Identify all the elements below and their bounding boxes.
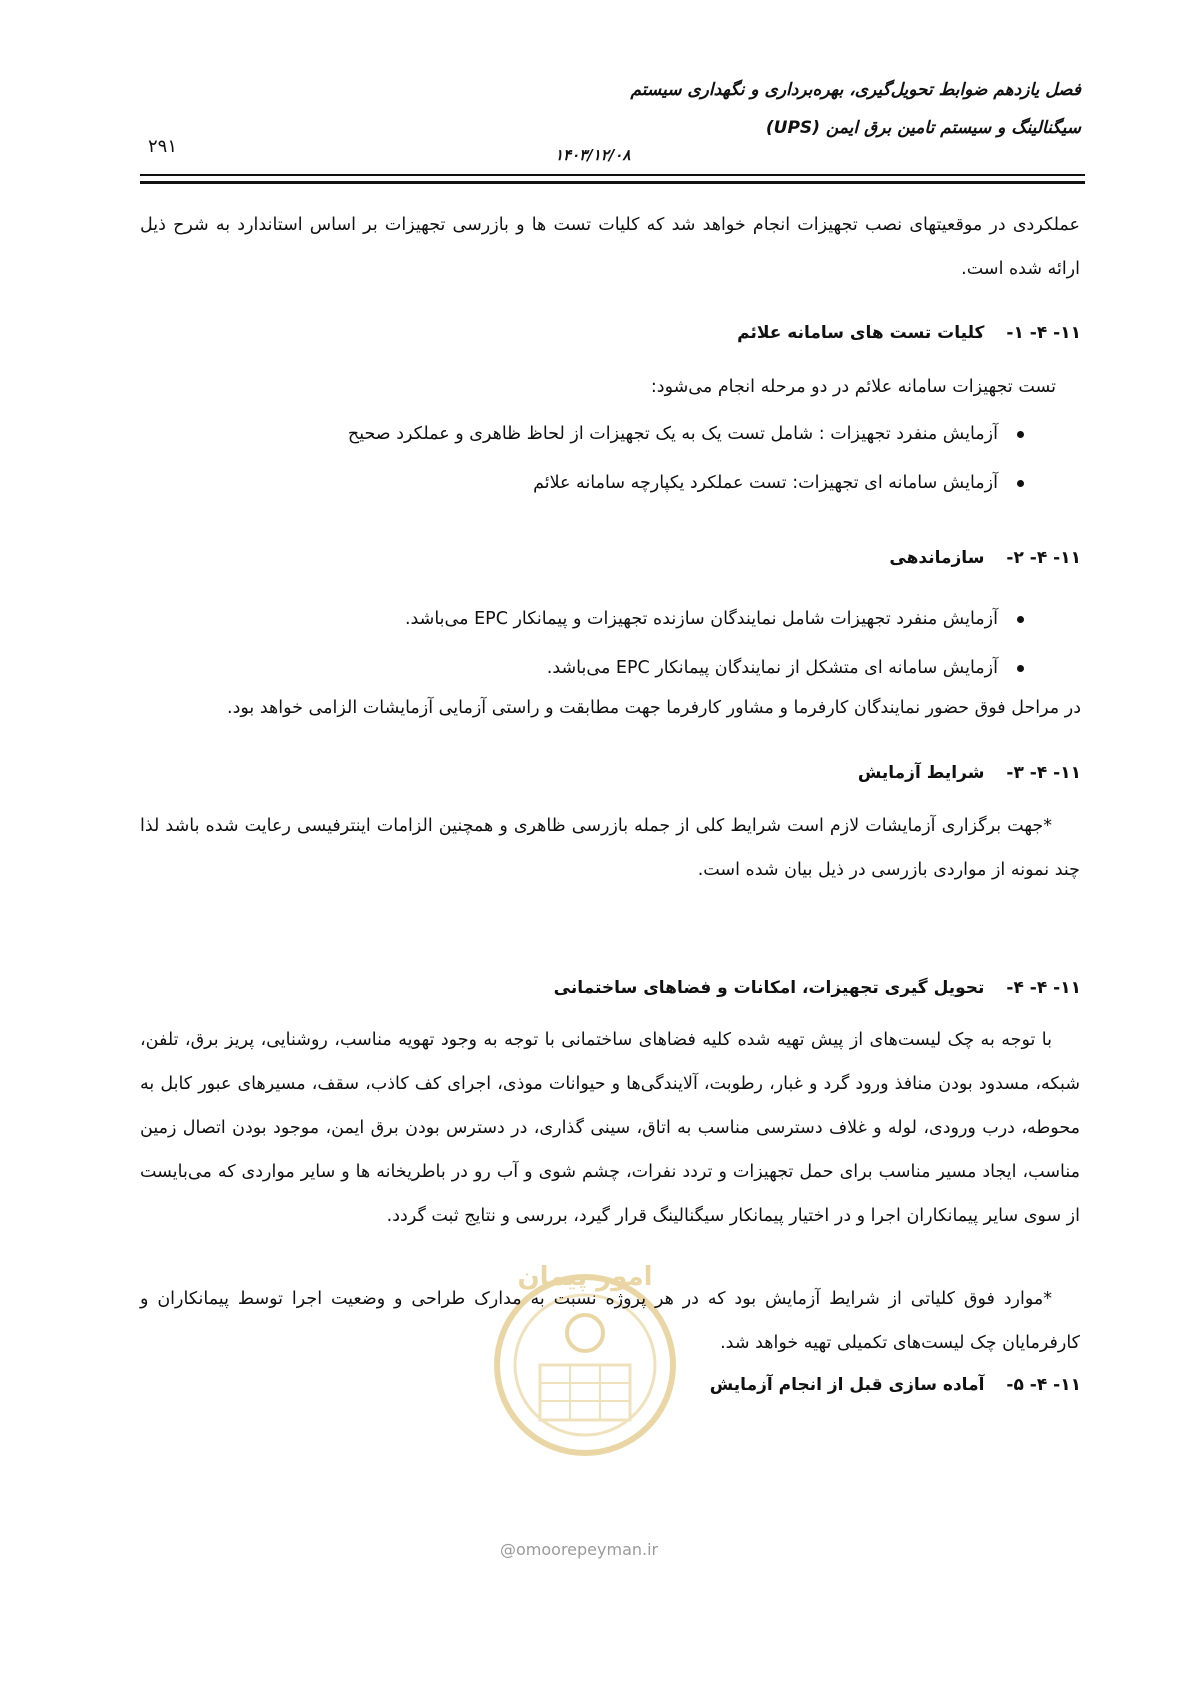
section-lead: تست تجهیزات سامانه علائم در دو مرحله انجام می‌شود: [650, 377, 1056, 397]
bullet-list-1 [348, 410, 1026, 508]
list-item [405, 595, 1026, 644]
section-heading-4 [554, 978, 1081, 998]
bullet-icon [1017, 616, 1024, 623]
watermark-logo-text: امور پیمان [517, 1262, 653, 1292]
header-rule-thin [140, 174, 1085, 176]
section-title: آماده سازی قبل از انجام آزمایش [709, 1375, 985, 1395]
section-title: شرایط آزمایش [857, 763, 985, 783]
list-item-text: آزمایش منفرد تجهیزات شامل نمایندگان سازنده تجهیزات و پیمانکار EPC می‌باشد. [404, 609, 998, 629]
section-heading-1 [737, 323, 1081, 343]
section-heading-5 [710, 1375, 1081, 1395]
header-date: ۱۴۰۳/۱۲/۰۸ [555, 146, 631, 164]
list-item [348, 410, 1026, 459]
list-item [405, 644, 1026, 693]
section-paragraph: با توجه به چک لیست‌های از پیش تهیه شده کلیه فضاهای ساختمانی با توجه به وجود تهویه مناسب، روشنایی، پریز برق، تلفن، شبکه، مسدود بودن منافذ ورود گرد و غبار، رطوبت، آلایندگی‌ها و حیوانات موذی، اجرای کف کاذب، سقف، مسیرهای عبور کابل به محوطه، درب ورودی، لوله و غلاف دسترسی مناسب به اتاق، سینی گذاری، در دسترس بودن برق ایمن، موجود بودن اتصال زمین مناسب، ایجاد مسیر مناسب برای حمل تجهیزات و تردد نفرات، چشم شوی و آب رو در باطریخانه ها و سایر مواردی که می‌بایست از سوی سایر پیمانکاران اجرا و در اختیار پیمانکار سیگنالینگ قرار گیرد، بررسی و نتایج ثبت گردد. [140, 1030, 1080, 1226]
section-heading-3 [858, 763, 1081, 783]
section-title: سازماندهی [889, 548, 985, 568]
intro-paragraph: عملکردی در موقعیتهای نصب تجهیزات انجام خواهد شد که کلیات تست ها و بازرسی تجهیزات بر اساس استاندارد به شرح ذیل ارائه شده است. [140, 215, 1080, 279]
bullet-icon [1017, 431, 1024, 438]
bullet-list-2 [405, 595, 1026, 693]
watermark-url: @omoorepeyman.ir [500, 1540, 659, 1559]
section-paragraph: *جهت برگزاری آزمایشات لازم است شرایط کلی از جمله بازرسی ظاهری و همچنین الزامات اینترفیسی رعایت شده باشد لذا چند نمونه از مواردی بازرسی در ذیل بیان شده است. [140, 816, 1080, 880]
section-after-text: در مراحل فوق حضور نمایندگان کارفرما و مشاور کارفرما جهت مطابقت و راستی آزمایی آزمایشات الزامی خواهد بود. [227, 698, 1081, 718]
list-item [348, 459, 1026, 508]
bullet-icon [1017, 480, 1024, 487]
list-item-text: آزمایش سامانه ای متشکل از نمایندگان پیمانکار EPC می‌باشد. [546, 658, 998, 678]
section-title: کلیات تست های سامانه علائم [737, 323, 985, 343]
section-heading-2 [889, 548, 1081, 568]
section-note: *موارد فوق کلیاتی از شرایط آزمایش بود که در هر پروژه نسبت به مدارک طراحی و وضعیت اجرا توسط پیمانکاران و کارفرمایان چک لیست‌های تکمیلی تهیه خواهد شد. [140, 1289, 1080, 1353]
header-rule-thick [140, 181, 1085, 184]
list-item-text: آزمایش منفرد تجهیزات : شامل تست یک به یک تجهیزات از لحاظ ظاهری و عملکرد صحیح [347, 424, 998, 444]
section-number: ۱۱- ۴- ۳- [1006, 763, 1081, 783]
chapter-subtitle: سیگنالینگ و سیستم تامین برق ایمن (UPS) [765, 118, 1081, 138]
section-number: ۱۱- ۴- ۱- [1006, 323, 1081, 343]
bullet-icon [1017, 665, 1024, 672]
section-title: تحویل گیری تجهیزات، امکانات و فضاهای ساختمانی [553, 978, 985, 998]
list-item-text: آزمایش سامانه ای تجهیزات: تست عملکرد یکپارچه سامانه علائم [533, 473, 998, 493]
section-number: ۱۱- ۴- ۴- [1006, 978, 1081, 998]
chapter-title: فصل یازدهم ضوابط تحویل‌گیری، بهره‌برداری و نگهداری سیستم [630, 80, 1081, 100]
page-number: ۲۹۱ [148, 136, 178, 157]
section-number: ۱۱- ۴- ۵- [1006, 1375, 1081, 1395]
section-number: ۱۱- ۴- ۲- [1006, 548, 1081, 568]
